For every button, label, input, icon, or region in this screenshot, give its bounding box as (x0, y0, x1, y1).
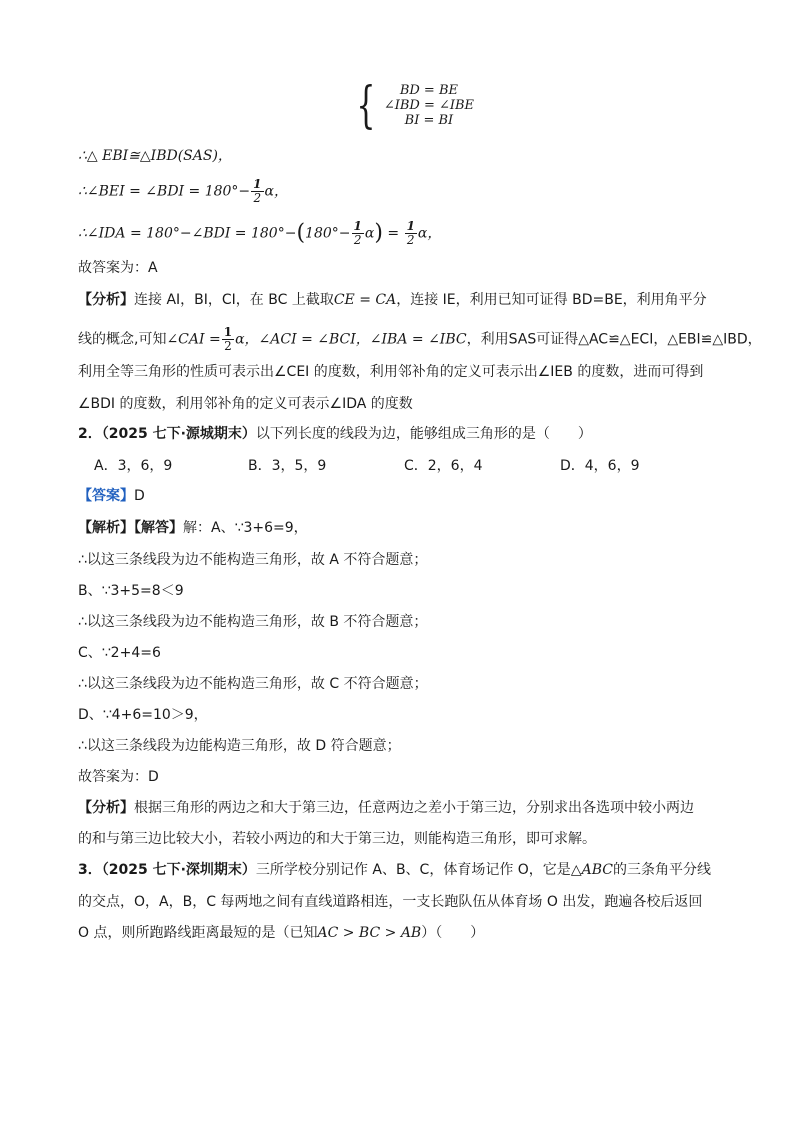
proof-step-1: ∴△ EBI≅△IBD(SAS)， (78, 148, 232, 164)
q2-solution-line-5: C、∵2+4=6 (78, 645, 161, 661)
step2-prefix: ∴∠BEI = ∠BDI = 180°− (78, 183, 251, 200)
q2-solution-line-3: B、∵3+5=8＜9 (78, 583, 184, 599)
fraction: $\frac{1}{2}$ (223, 325, 233, 353)
option-b: B．3，5，9 (248, 458, 327, 474)
q2-analysis-line-1: 【分析】根据三角形的两边之和大于第三边，任意两边之差小于第三边，分别求出各选项中较小两边 (78, 800, 694, 816)
option-a: A．3，6，9 (94, 458, 173, 474)
analysis-tag: 【分析】 (78, 292, 134, 308)
option-d: D．4，6，9 (560, 458, 640, 474)
step2-suffix: α， (264, 183, 288, 200)
question-3-line-3: O 点，则所跑路线距离最短的是（已知AC > BC > AB）（ ） (78, 925, 485, 941)
fraction: $\frac{1}{2}$ (253, 177, 262, 205)
system-row-3: BI = BI (404, 112, 454, 128)
step3-prefix: ∴∠IDA = 180°−∠BDI = 180°− (78, 225, 297, 242)
question-number: 2． (78, 426, 102, 442)
analysis-1-line-3: 利用全等三角形的性质可表示出∠CEI 的度数，利用邻补角的定义可表示出∠IEB 的度数，进而可得到 (78, 364, 704, 380)
q2-solution-line-6: ∴以这三条线段为边不能构造三角形，故 C 不符合题意； (78, 676, 428, 692)
q2-solution-line-4: ∴以这三条线段为边不能构造三角形，故 B 不符合题意； (78, 614, 428, 630)
q2-solution-line-2: ∴以这三条线段为边不能构造三角形，故 A 不符合题意； (78, 552, 428, 568)
question-3-line-1: 3．（2025 七下·深圳期末）三所学校分别记作 A、B、C，体育场记作 O，它是△ABC的三条角平分线 (78, 862, 711, 878)
question-text: 以下列长度的线段为边，能够组成三角形的是（ ） (255, 426, 592, 442)
analysis-tag: 【分析】 (78, 800, 134, 816)
analysis-1-line-2: 线的概念,可知∠CAI = $\frac{1}{2}$ α，∠ACI = ∠BCI，∠IBA = ∠IBC，利用SAS可证得△AC≌△ECI，△EBI≌△IBD， (78, 325, 762, 353)
fraction: $\frac{1}{2}$ (353, 219, 362, 247)
question-source: （2025 七下·源城期末） (101, 426, 256, 442)
step3-inner: 180°− (305, 225, 351, 242)
answer-tag: 【答案】 (78, 488, 134, 504)
proof-step-2 (78, 178, 288, 205)
analysis-1-line-4: ∠BDI 的度数，利用邻补角的定义可表示∠IDA 的度数 (78, 396, 413, 412)
fraction: $\frac{1}{2}$ (406, 219, 415, 247)
q2-solution-line-8: ∴以这三条线段为边能构造三角形，故 D 符合题意； (78, 738, 401, 754)
answer-line-1: 故答案为：A (78, 260, 158, 276)
analysis-1-line-1: 【分析】连接 AI，BI，CI，在 BC 上截取CE = CA，连接 IE，利用已知可证得 BD=BE，利用角平分 (78, 292, 707, 308)
question-3-line-2: 的交点，O，A，B，C 每两地之间有直线道路相连，一支长跑队伍从体育场 O 出发，跑遍各校后返回 (78, 894, 703, 910)
q2-solution-line-7: D、∵4+6=10＞9， (78, 707, 208, 723)
system-row-1: BD = BE (399, 82, 459, 98)
option-c: C．2，6，4 (404, 458, 483, 474)
question-source: （2025 七下·深圳期末） (101, 862, 256, 878)
q2-analysis-line-2: 的和与第三边比较大小，若较小两边的和大于第三边，则能构造三角形，即可求解。 (78, 831, 596, 847)
question-2 (78, 424, 592, 444)
brace-symbol: { (356, 76, 376, 134)
answer-value: D (134, 488, 145, 504)
system-row-2: ∠IBD = ∠IBE (383, 97, 475, 113)
question-2-options (94, 456, 640, 476)
question-number: 3． (78, 862, 102, 878)
solution-tag: 【解析】【解答】 (78, 520, 183, 536)
proof-step-3: ∴∠IDA = 180°−∠BDI = 180°−(180°− $\frac{1}{2}$ α) = $\frac{1}{2}$ α， (78, 219, 442, 247)
step3-suffix: α， (417, 225, 442, 242)
q2-solution-line-1: 【解析】【解答】解：A、∵3+6=9， (78, 520, 308, 536)
q2-solution-line-9: 故答案为：D (78, 769, 159, 785)
q2-answer (78, 486, 145, 506)
equation-system (350, 76, 475, 134)
